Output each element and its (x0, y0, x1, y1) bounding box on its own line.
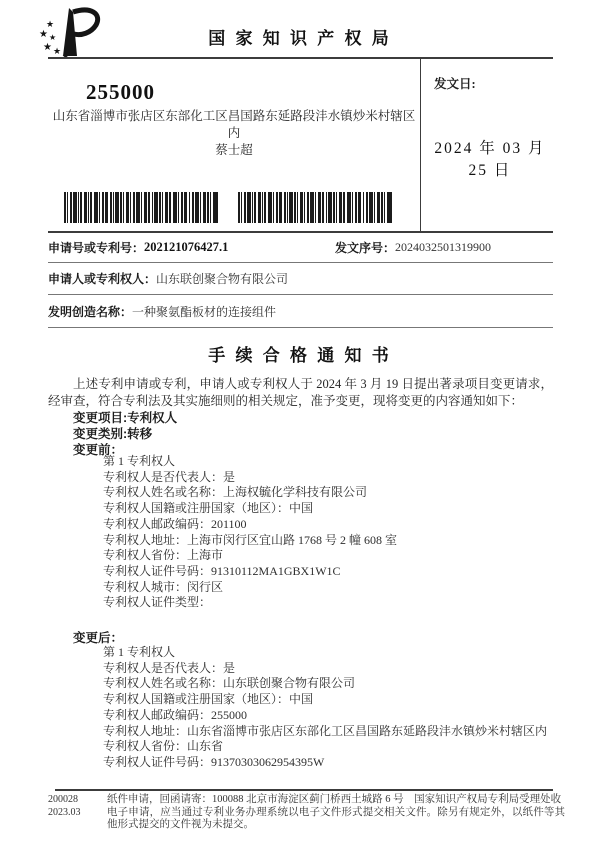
header-divider (420, 59, 421, 232)
before-line: 专利权人地址：上海市闵行区宜山路 1768 号 2 幢 608 室 (103, 532, 398, 547)
footer-note-paper: 纸件申请，回函请寄：100088 北京市海淀区蓟门桥西土城路 6 号 国家知识产权局专利局受理处收 (107, 794, 562, 805)
after-line: 专利权人是否代表人：是 (103, 660, 236, 675)
invention-label: 发明创造名称： (48, 304, 133, 319)
footer-notes (107, 794, 565, 832)
after-line: 专利权人地址：山东省淄博市张店区东部化工区昌国路东延路段沣水镇炒米村辖区内 (103, 723, 548, 738)
doc-title: 手 续 合 格 通 知 书 (208, 346, 392, 365)
after-line: 专利权人省份：山东省 (103, 739, 224, 754)
barcode-segment-2 (238, 192, 392, 223)
footer-rule (55, 789, 553, 791)
top-rule (48, 57, 553, 59)
after-line: 专利权人国籍或注册国家（地区）：中国 (103, 692, 314, 707)
before-line: 第 1 专利权人 (103, 454, 176, 468)
footer-note-electronic: 电子申请，应当通过专利业务办理系统以电子文件形式提交相关文件。除另有规定外，以纸件等其他形式提交的文件视为未提交。 (107, 806, 565, 831)
change-item-line: 变更项目:专利权人 (73, 411, 178, 425)
address-line-1: 山东省淄博市张店区东部化工区昌国路东延路段沣水镇炒米村辖区 (52, 109, 416, 123)
mailing-address (48, 108, 420, 159)
before-change-list (103, 454, 553, 611)
before-line: 专利权人邮政编码：201100 (103, 516, 247, 531)
svg-text:★: ★ (39, 29, 48, 40)
svg-text:★: ★ (53, 47, 62, 57)
row-invention-title (48, 295, 553, 328)
footer-code-2: 2023.03 (48, 806, 81, 818)
application-no-label: 申请号或专利号： (48, 241, 145, 255)
after-line: 专利权人邮政编码：255000 (103, 707, 248, 722)
after-line: 第 1 专利权人 (103, 645, 176, 659)
issue-date-label: 发文日: (434, 77, 476, 91)
after-line: 专利权人证件号码：91370303062954395W (103, 754, 325, 769)
org-title: 国 家 知 识 产 权 局 (208, 29, 392, 48)
before-change-label: 变更前： (73, 443, 124, 457)
application-no-value: 202121076427.1 (144, 240, 229, 254)
after-change-list (103, 645, 553, 771)
before-line: 专利权人省份：上海市 (103, 548, 224, 563)
row-application-number (48, 233, 553, 263)
svg-text:★: ★ (49, 33, 57, 42)
footer-codes (48, 794, 81, 819)
before-line: 专利权人证件类型： (103, 595, 212, 610)
dispatch-no-value: 2024032501319900 (395, 240, 492, 254)
issue-date-stamp: 2024 年 03 月 25 日 (434, 140, 546, 179)
row-applicant (48, 263, 553, 295)
change-type-line: 变更类别:转移 (73, 427, 153, 441)
postal-code: 255000 (86, 80, 155, 104)
before-line: 专利权人是否代表人：是 (103, 469, 236, 484)
svg-text:★: ★ (46, 20, 55, 30)
before-line: 专利权人国籍或注册国家（地区）：中国 (103, 501, 314, 516)
before-line: 专利权人城市：闵行区 (103, 579, 224, 594)
recipient-name: 蔡士超 (215, 143, 253, 157)
after-change-label: 变更后： (73, 631, 124, 645)
before-line: 专利权人证件号码：91310112MA1GBX1W1C (103, 563, 341, 578)
applicant-value: 山东联创聚合物有限公司 (156, 272, 289, 286)
notice-paragraph: 上述专利申请或专利，申请人或专利权人于 2024 年 3 月 19 日提出著录项目变更请求，经审查，符合专利法及其实施细则的相关规定，准予变更，现将变更的内容通知如下： (48, 377, 553, 408)
info-table (48, 233, 553, 328)
address-line-2: 内 (227, 126, 241, 140)
after-line: 专利权人姓名或名称：山东联创聚合物有限公司 (103, 676, 356, 691)
svg-text:★: ★ (43, 42, 52, 53)
dispatch-no-label: 发文序号： (335, 241, 396, 255)
invention-value: 一种聚氨酯板材的连接组件 (132, 304, 277, 319)
barcode-segment-1 (64, 192, 218, 223)
before-line: 专利权人姓名或名称：上海权毓化学科技有限公司 (103, 485, 368, 500)
footer-code-1: 200028 (48, 794, 78, 805)
applicant-label: 申请人或专利权人： (48, 272, 157, 286)
